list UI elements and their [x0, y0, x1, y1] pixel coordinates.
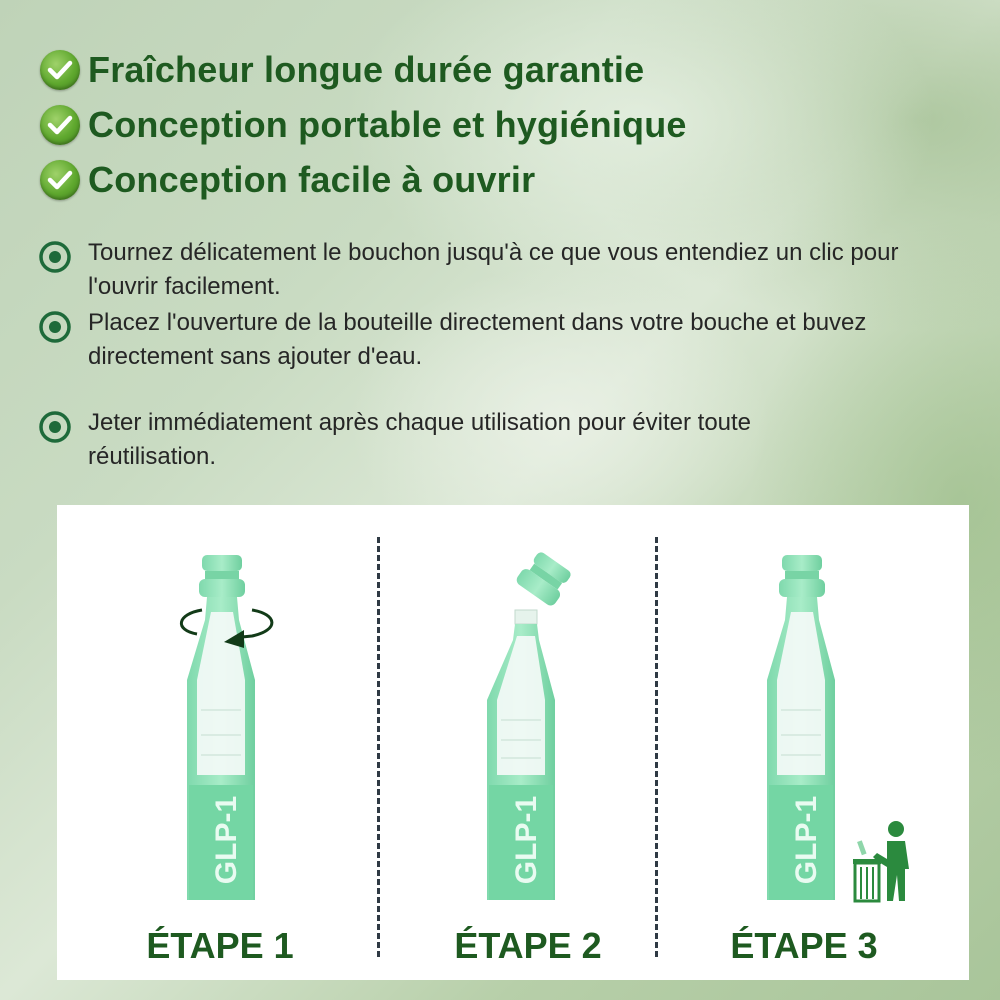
target-bullet-icon	[38, 240, 72, 274]
step-label: ÉTAPE 1	[146, 925, 294, 966]
bottle-label	[787, 785, 827, 895]
step-divider	[377, 537, 380, 957]
step-label: ÉTAPE 2	[454, 925, 602, 966]
bottle-text: GLP-1	[210, 795, 243, 885]
step-divider	[655, 537, 658, 957]
instruction-item	[38, 406, 868, 474]
bottle-label	[507, 785, 547, 895]
step-label: ÉTAPE 3	[730, 925, 878, 966]
check-icon	[40, 50, 80, 90]
benefit-text: Fraîcheur longue durée garantie	[88, 48, 645, 90]
steps-panel	[57, 505, 969, 980]
bottle-text: GLP-1	[510, 795, 543, 885]
benefit-item	[40, 42, 687, 97]
bottle-text: GLP-1	[790, 795, 823, 885]
bottle-label	[207, 785, 247, 895]
instruction-text: Tournez délicatement le bouchon jusqu'à ce que vous entendiez un clic pour l'ouvrir facilement.	[88, 239, 899, 300]
check-icon	[40, 160, 80, 200]
instruction-text: Jeter immédiatement après chaque utilisation pour éviter toute réutilisation.	[88, 409, 752, 470]
trash-person-icon	[853, 817, 915, 903]
check-icon	[40, 105, 80, 145]
rotate-arrow-icon	[172, 600, 282, 650]
target-bullet-icon	[38, 410, 72, 444]
benefit-item	[40, 97, 687, 152]
target-bullet-icon	[38, 310, 72, 344]
benefit-item	[40, 152, 687, 207]
benefit-text: Conception facile à ouvrir	[88, 158, 536, 200]
benefit-text: Conception portable et hygiénique	[88, 103, 687, 145]
instruction-item	[38, 306, 973, 374]
instruction-item	[38, 236, 968, 304]
instruction-text: Placez l'ouverture de la bouteille directement dans votre bouche et buvez directement sans ajouter d'eau.	[88, 309, 867, 370]
benefits-list	[40, 42, 687, 207]
